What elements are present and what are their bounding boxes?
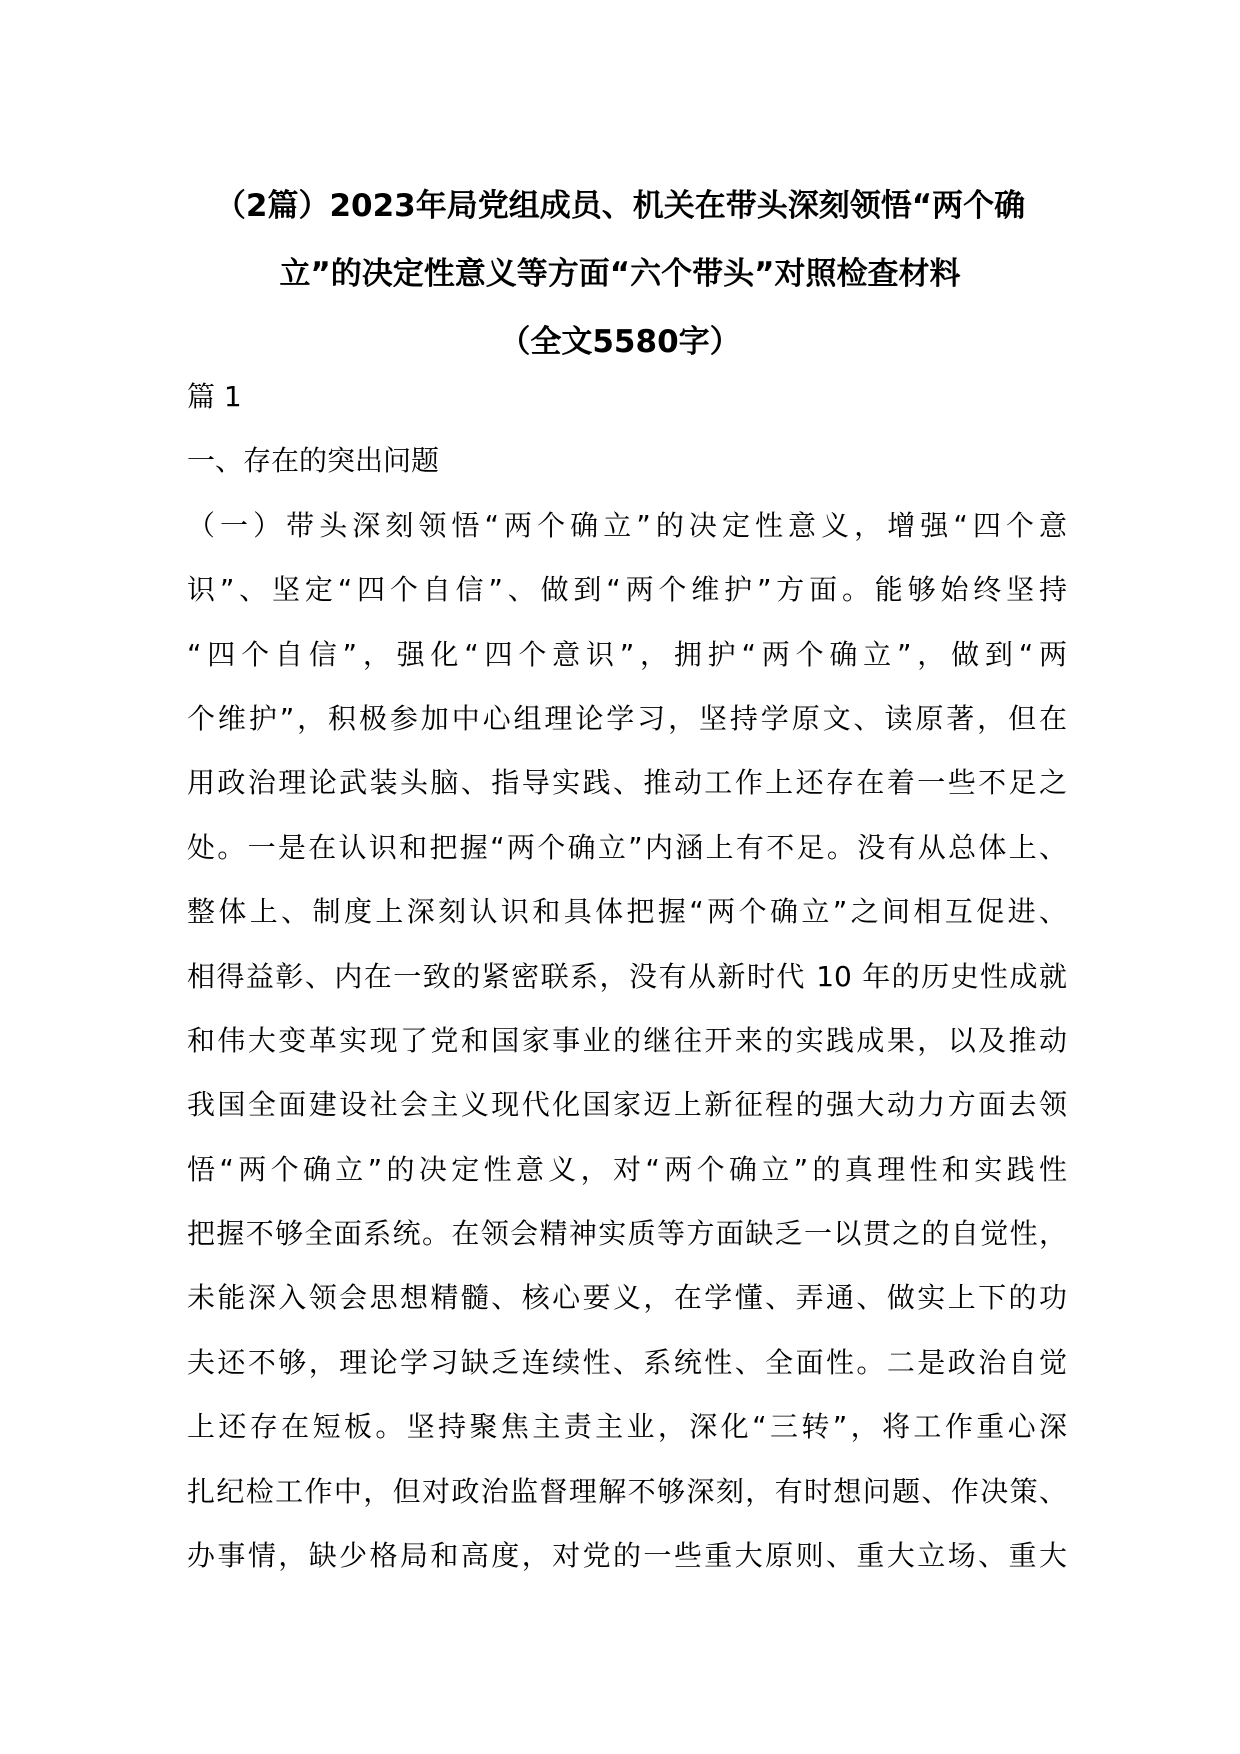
paragraph-line: 办事情，缺少格局和高度，对党的一些重大原则、重大立场、重大 (187, 1539, 1067, 1573)
paragraph-line: 我国全面建设社会主义现代化国家迈上新征程的强大动力方面去领 (187, 1088, 1067, 1122)
paragraph-line: 和伟大变革实现了党和国家事业的继往开来的实践成果，以及推动 (187, 1023, 1067, 1057)
section-heading: 一、存在的突出问题 (187, 444, 440, 478)
paragraph-line: 识”、坚定“四个自信”、做到“两个维护”方面。能够始终坚持 (187, 573, 1067, 607)
paragraph-line: 扎纪检工作中，但对政治监督理解不够深刻，有时想问题、作决策、 (187, 1474, 1067, 1508)
paragraph-line: 处。一是在认识和把握“两个确立”内涵上有不足。没有从总体上、 (187, 830, 1067, 864)
document-body (187, 365, 1067, 1588)
paragraph-line: 把握不够全面系统。在领会精神实质等方面缺乏一以贯之的自觉性， (187, 1217, 1067, 1251)
document-title (150, 172, 1090, 376)
paragraph-line: “四个自信”，强化“四个意识”，拥护“两个确立”，做到“两 (187, 637, 1067, 671)
title-line-2: 立”的决定性意义等方面“六个带头”对照检查材料 (279, 256, 961, 292)
paragraph-line: 用政治理论武装头脑、指导实践、推动工作上还存在着一些不足之 (187, 766, 1067, 800)
paragraph-line: （一）带头深刻领悟“两个确立”的决定性意义，增强“四个意 (187, 508, 1067, 542)
paragraph-line: 个维护”，积极参加中心组理论学习，坚持学原文、读原著，但在 (187, 701, 1067, 735)
body-paragraph (187, 494, 1067, 1589)
section-label: 篇 1 (187, 380, 242, 413)
paragraph-line: 夫还不够，理论学习缺乏连续性、系统性、全面性。二是政治自觉 (187, 1345, 1067, 1379)
paragraph-line: 未能深入领会思想精髓、核心要义，在学懂、弄通、做实上下的功 (187, 1281, 1067, 1315)
title-line-1: （2篇）2023年局党组成员、机关在带头深刻领悟“两个确 (214, 188, 1026, 224)
paragraph-line: 相得益彰、内在一致的紧密联系，没有从新时代 10 年的历史性成就 (187, 959, 1067, 993)
title-line-3: （全文5580字） (499, 324, 741, 360)
paragraph-line: 悟“两个确立”的决定性意义，对“两个确立”的真理性和实践性 (187, 1152, 1067, 1186)
paragraph-line: 上还存在短板。坚持聚焦主责主业，深化“三转”，将工作重心深 (187, 1410, 1067, 1444)
paragraph-line: 整体上、制度上深刻认识和具体把握“两个确立”之间相互促进、 (187, 895, 1067, 929)
